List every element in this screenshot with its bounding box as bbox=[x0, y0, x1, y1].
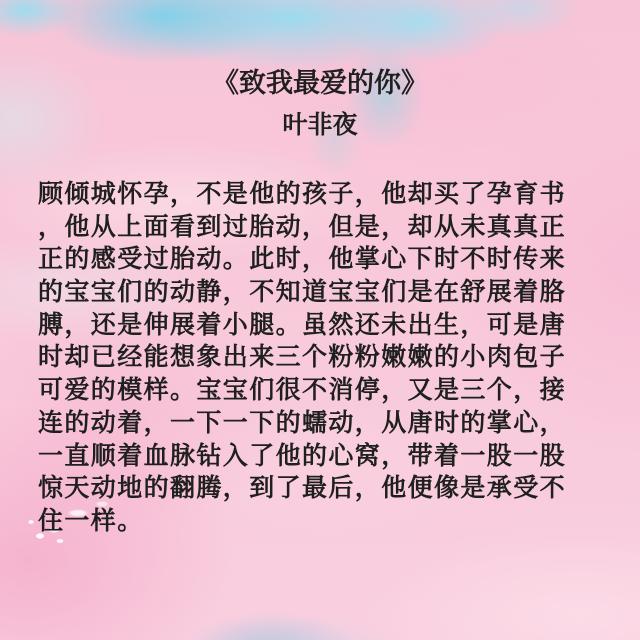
excerpt-line: 可爱的模样。宝宝们很不消停，又是三个，接 bbox=[38, 376, 567, 405]
excerpt-line: 连的动着，一下一下的蠕动，从唐时的掌心， bbox=[38, 408, 567, 437]
excerpt-line: ，他从上面看到过胎动，但是，却从未真真正 bbox=[38, 212, 567, 241]
excerpt-line: 顾倾城怀孕，不是他的孩子，他却买了孕育书 bbox=[38, 180, 567, 208]
excerpt-line: 惊天动地的翻腾，到了最后，他便像是承受不 bbox=[38, 474, 567, 503]
excerpt-paragraph bbox=[0, 178, 640, 538]
excerpt-line: 的宝宝们的动静，不知道宝宝们是在舒展着胳 bbox=[38, 278, 567, 307]
excerpt-line: 正的感受过胎动。此时，他掌心下时不时传来 bbox=[38, 245, 567, 274]
excerpt-line: 住一样。 bbox=[38, 506, 144, 535]
excerpt-line: 膊，还是伸展着小腿。虽然还未出生，可是唐 bbox=[38, 310, 567, 339]
excerpt-line: 时却已经能想象出来三个粉粉嫩嫩的小肉包子 bbox=[38, 343, 567, 372]
excerpt-line: 一直顺着血脉钻入了他的心窝，带着一股一股 bbox=[38, 441, 567, 470]
author-name: 叶非夜 bbox=[282, 111, 358, 139]
book-title: 《致我最爱的你》 bbox=[212, 68, 428, 98]
